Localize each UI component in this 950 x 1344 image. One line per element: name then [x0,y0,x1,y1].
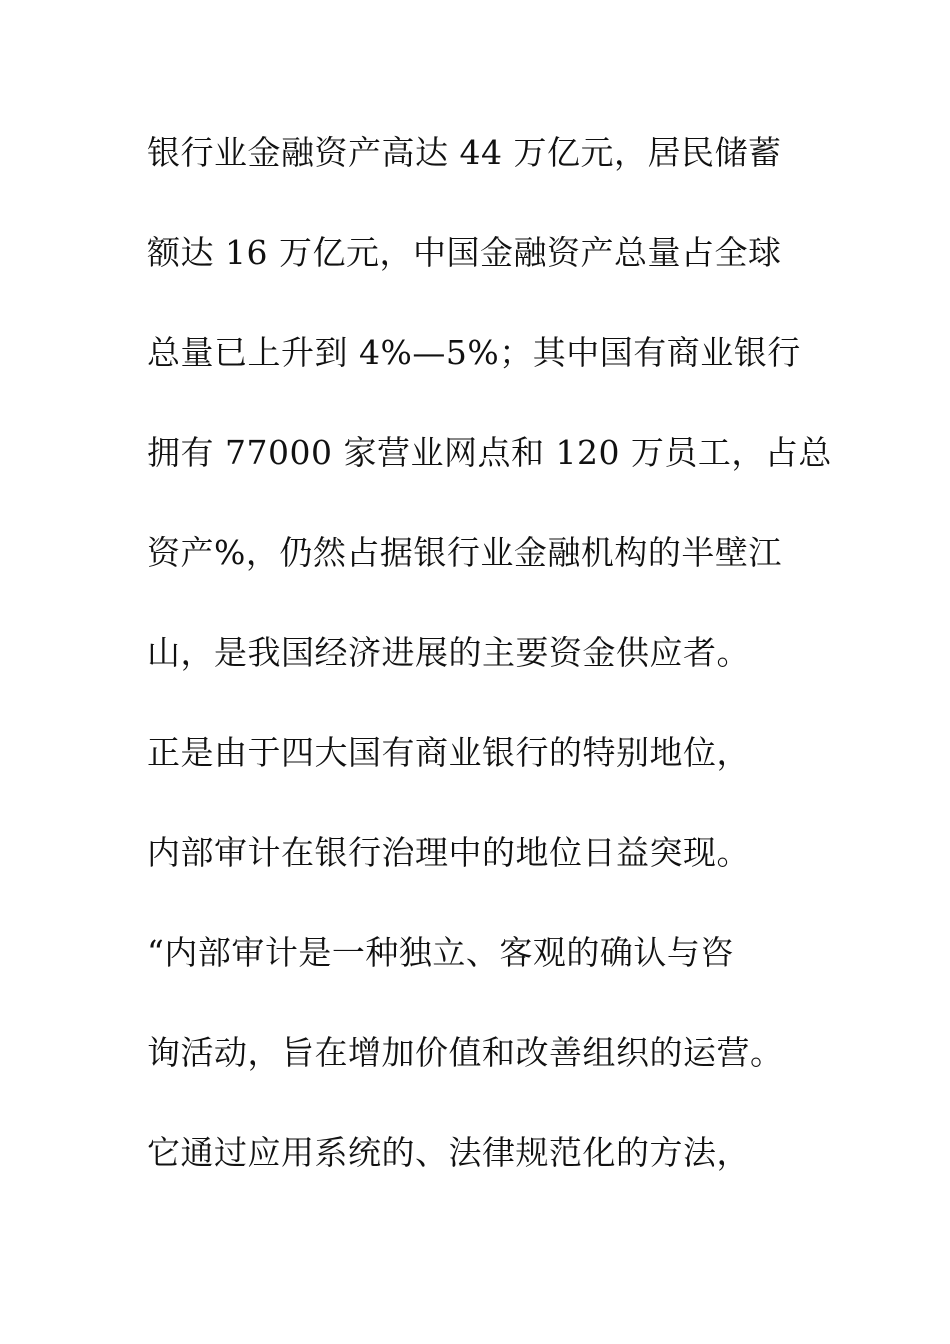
text-line: 内部审计在银行治理中的地位日益突现。 [147,833,750,872]
text-line: “内部审计是一种独立、客观的确认与咨 [147,933,734,972]
text-line: 山，是我国经济进展的主要资金供应者。 [147,633,750,672]
body-text [147,124,832,1224]
text-line: 银行业金融资产高达 44 万亿元，居民储蓄 [147,133,782,172]
text-line: 询活动，旨在增加价值和改善组织的运营。 [147,1033,784,1072]
text-line: 额达 16 万亿元，中国金融资产总量占全球 [147,233,782,272]
text-line: 正是由于四大国有商业银行的特别地位， [147,733,750,772]
text-line: 拥有 77000 家营业网点和 120 万员工，占总 [147,433,832,472]
text-line: 资产%，仍然占据银行业金融机构的半壁江 [147,533,782,572]
text-line: 它通过应用系统的、法律规范化的方法， [147,1133,750,1172]
text-line: 总量已上升到 4%—5%；其中国有商业银行 [147,333,801,372]
